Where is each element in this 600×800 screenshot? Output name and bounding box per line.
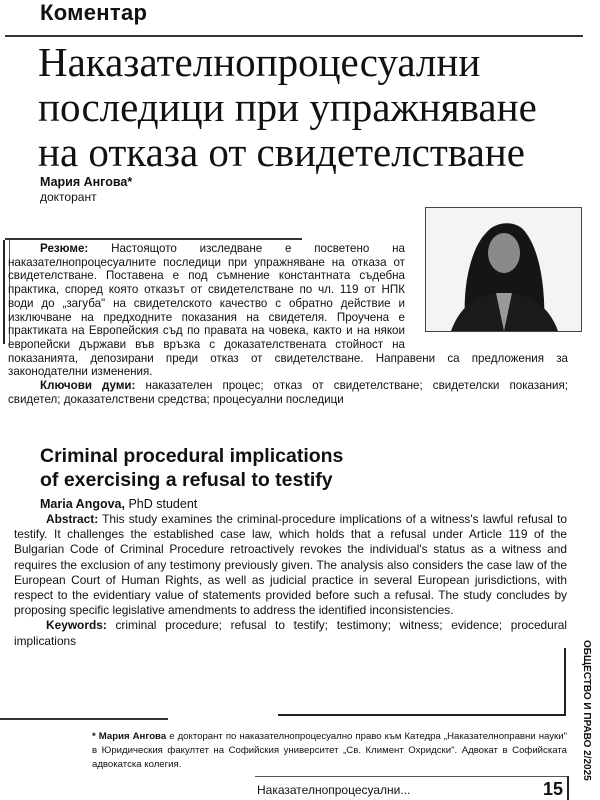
footer-rule — [255, 776, 568, 777]
keywords-text: наказателен процес; отказ от свидетелстване; свидетелски показания; свидетел; доказателствени средства; процесуални последици — [8, 379, 568, 406]
keywords-label: Keywords: — [46, 618, 107, 633]
english-title-line: Criminal procedural implications — [40, 445, 344, 467]
title-line: последици при упражняване — [38, 84, 537, 130]
page-number: 15 — [543, 779, 564, 799]
box-bottom-border — [278, 714, 566, 716]
english-abstract — [14, 512, 567, 649]
footnote-text: е докторант по наказателнопроцесуално право към Катедра „Наказателноправни науки" в Юридическия факултет на Софийския университет „Св. Климент Охридски". Адвокат в Софийската адвокатска колегия. — [92, 731, 567, 770]
photo-spacer — [413, 242, 568, 342]
journal-name: ОБЩЕСТВО И ПРАВО 2/2025 — [581, 640, 592, 781]
author-name: Мария Ангова* — [40, 175, 133, 189]
keywords-paragraph — [14, 618, 567, 648]
author-role: докторант — [40, 190, 97, 204]
abstract-text: Настоящото изследване е посветено на наказателнопроцесуалните последици при упражняване на отказа от свидетелстване. Поставена е под съмнение константната съдебна практика, според която отказът от свидетелстване по чл. 119 от НПК води до „загуба" на свидетелското качество с обратно действие и изключване на предходните показания на свидетеля. Проучена е практиката на Европейския съд по правата на човека, както и на някои европейски държави във връзка с доказателствената стойност на показанията, депозирани преди отказ от свидетелстване. Направени са предложения за законодателни изменения. — [8, 242, 568, 379]
footnote-name: * Мария Ангова — [92, 731, 167, 742]
footer-divider — [567, 776, 569, 800]
abstract-label: Резюме: — [40, 242, 89, 255]
running-title: Наказателнопроцесуални... — [257, 783, 411, 797]
abstract-text: This study examines the criminal-procedure implications of a witness's lawful refusal to testify. It challenges the established case law, which holds that a refusal under Article 119 of the Bulgarian Code of Criminal Procedure retroactively revokes the individual's status as a witness and requires the exclusion of any testimony previously given. The analysis also considers the case law of the European Court of Human Rights, as well as judicial practice in several European jurisdictions, with respect to the evidentiary value of statements provided before such a refusal. The study concludes by proposing specific legislative amendments to address the identified inconsistencies. — [14, 512, 567, 618]
english-author-role: PhD student — [124, 497, 198, 511]
abstract-label: Abstract: — [46, 512, 99, 526]
header-rule — [5, 35, 583, 37]
title-line: Наказателнопроцесуални — [38, 39, 481, 85]
section-heading: Коментар — [40, 0, 148, 25]
english-author — [40, 497, 197, 511]
journal-side-label — [578, 640, 594, 781]
english-title-line: of exercising a refusal to testify — [40, 469, 333, 491]
abstract-paragraph — [14, 512, 567, 618]
footnote-rule — [0, 718, 168, 720]
keywords-text: criminal procedure; refusal to testify; testimony; witness; evidence; procedural implications — [14, 618, 567, 648]
box-right-border — [564, 648, 566, 716]
title-line: на отказа от свидетелстване — [38, 129, 525, 175]
bulgarian-abstract — [8, 242, 568, 406]
english-title — [40, 444, 343, 492]
abstract-rule — [5, 238, 302, 240]
english-author-name: Maria Angova, — [40, 497, 125, 511]
abstract-paragraph — [8, 242, 568, 379]
keywords-label: Ключови думи: — [40, 379, 136, 393]
article-title — [38, 40, 598, 175]
footnote — [92, 730, 567, 772]
keywords-paragraph — [8, 379, 568, 406]
